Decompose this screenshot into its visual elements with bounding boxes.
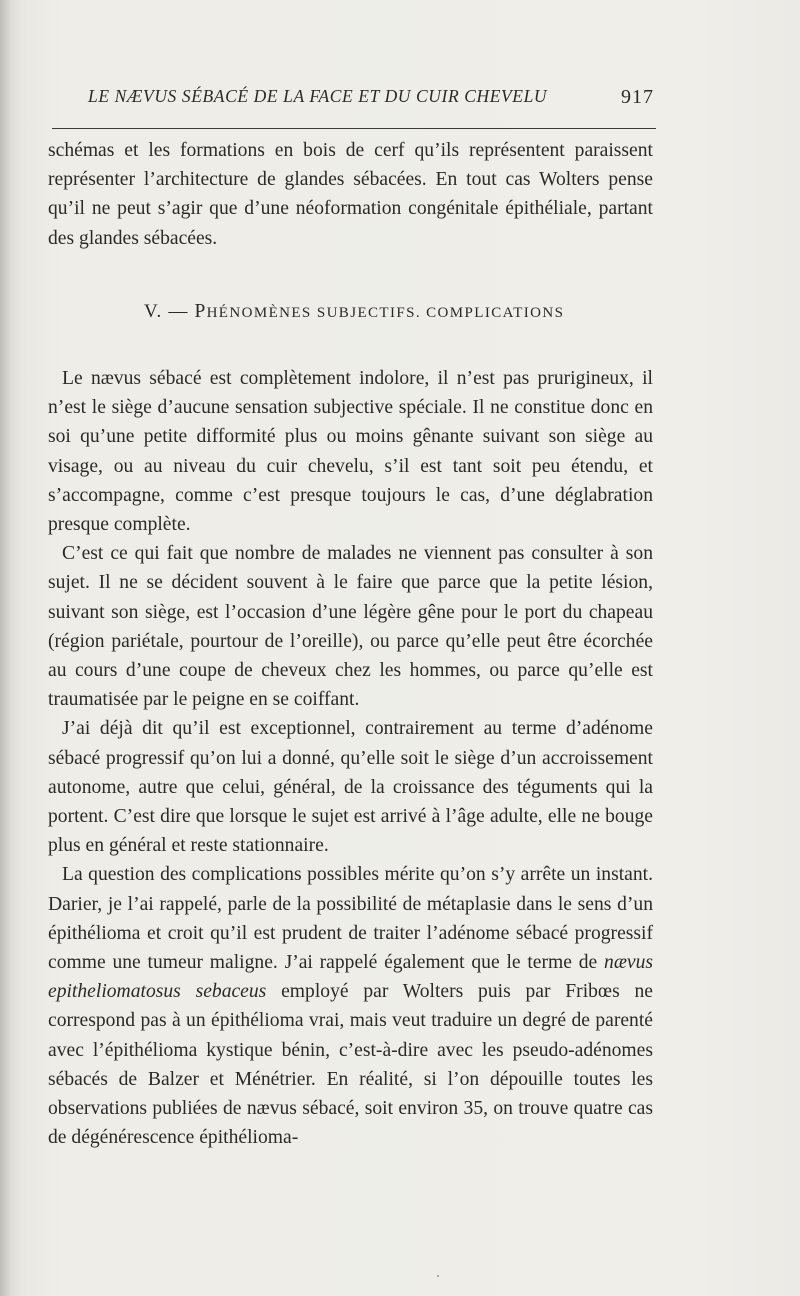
- page-header: [88, 86, 654, 116]
- section-numeral: V. —: [144, 300, 195, 322]
- section-title-rest: HÉNOMÈNES SUBJECTIFS. COMPLICATIONS: [206, 304, 565, 321]
- paragraph: J’ai déjà dit qu’il est exceptionnel, contrairement au terme d’adénome sébacé progressif qu’on lui a donné, qu’elle soit le siège d’un accroissement autonome, autre que celui, général, de la croissance des téguments qui la portent. C’est dire que lorsque le sujet est arrivé à l’âge adulte, elle ne bouge plus en général et reste stationnaire.: [48, 718, 653, 857]
- paragraph: [48, 860, 653, 1152]
- paragraph: Le nævus sébacé est complètement indolore, il n’est pas prurigineux, il n’est le siège d’aucune sensation subjective spéciale. Il ne constitue donc en soi qu’une petite difformité plus ou moins gênante suivant son siège au visage, ou au niveau du cuir chevelu, s’il est tant soit peu étendu, et s’accompagne, comme c’est presque toujours le cas, d’une déglabration presque complète.: [48, 368, 653, 536]
- running-title: LE NÆVUS SÉBACÉ DE LA FACE ET DU CUIR CHEVELU: [88, 86, 548, 106]
- paragraph-continued: schémas et les formations en bois de cerf qu’ils représentent paraissent représenter l’architecture de glandes sébacées. En tout cas Wolters pense qu’il ne peut s’agir que d’une néoformation congénitale épithéliale, partant des glandes sébacées.: [48, 140, 653, 249]
- body-text: [48, 136, 653, 1153]
- paragraph-text: employé par Wolters puis par Fribœs ne correspond pas à un épithélioma vrai, mais veut traduire un degré de parenté avec l’épithélioma kystique bénin, c’est-à-dire avec les pseudo-adénomes sébacés de Balzer et Ménétrier. En réalité, si l’on dépouille toutes les observations publiées de nævus sébacé, soit environ 35, on trouve quatre cas de dégénérescence épithélioma-: [48, 981, 653, 1149]
- section-heading: [48, 297, 653, 328]
- section-title-initial: P: [194, 300, 207, 322]
- header-rule: [52, 128, 656, 129]
- page-number: 917: [621, 86, 654, 108]
- paragraph-text: La question des complications possibles mérite qu’on s’y arrête un instant. Darier, je l’ai rappelé, parle de la possibilité de métaplasie dans le sens d’un épithélioma et croit qu’il est prudent de traiter l’adénome sébacé progressif comme une tumeur maligne. J’ai rappelé également que le terme de: [48, 864, 653, 974]
- latin-term: nævus epitheliomatosus sebaceus: [48, 952, 653, 1003]
- paragraph: C’est ce qui fait que nombre de malades ne viennent pas consulter à son sujet. Il ne se décident souvent à le faire que parce que la petite lésion, suivant son siège, est l’occasion d’une légère gêne pour le port du chapeau (région pariétale, pourtour de l’oreille), ou parce qu’elle peut être écorchée au cours d’une coupe de cheveux chez les hommes, ou parce qu’elle est traumatisée par le peigne en se coiffant.: [48, 543, 653, 711]
- paper-speck: [437, 1275, 439, 1277]
